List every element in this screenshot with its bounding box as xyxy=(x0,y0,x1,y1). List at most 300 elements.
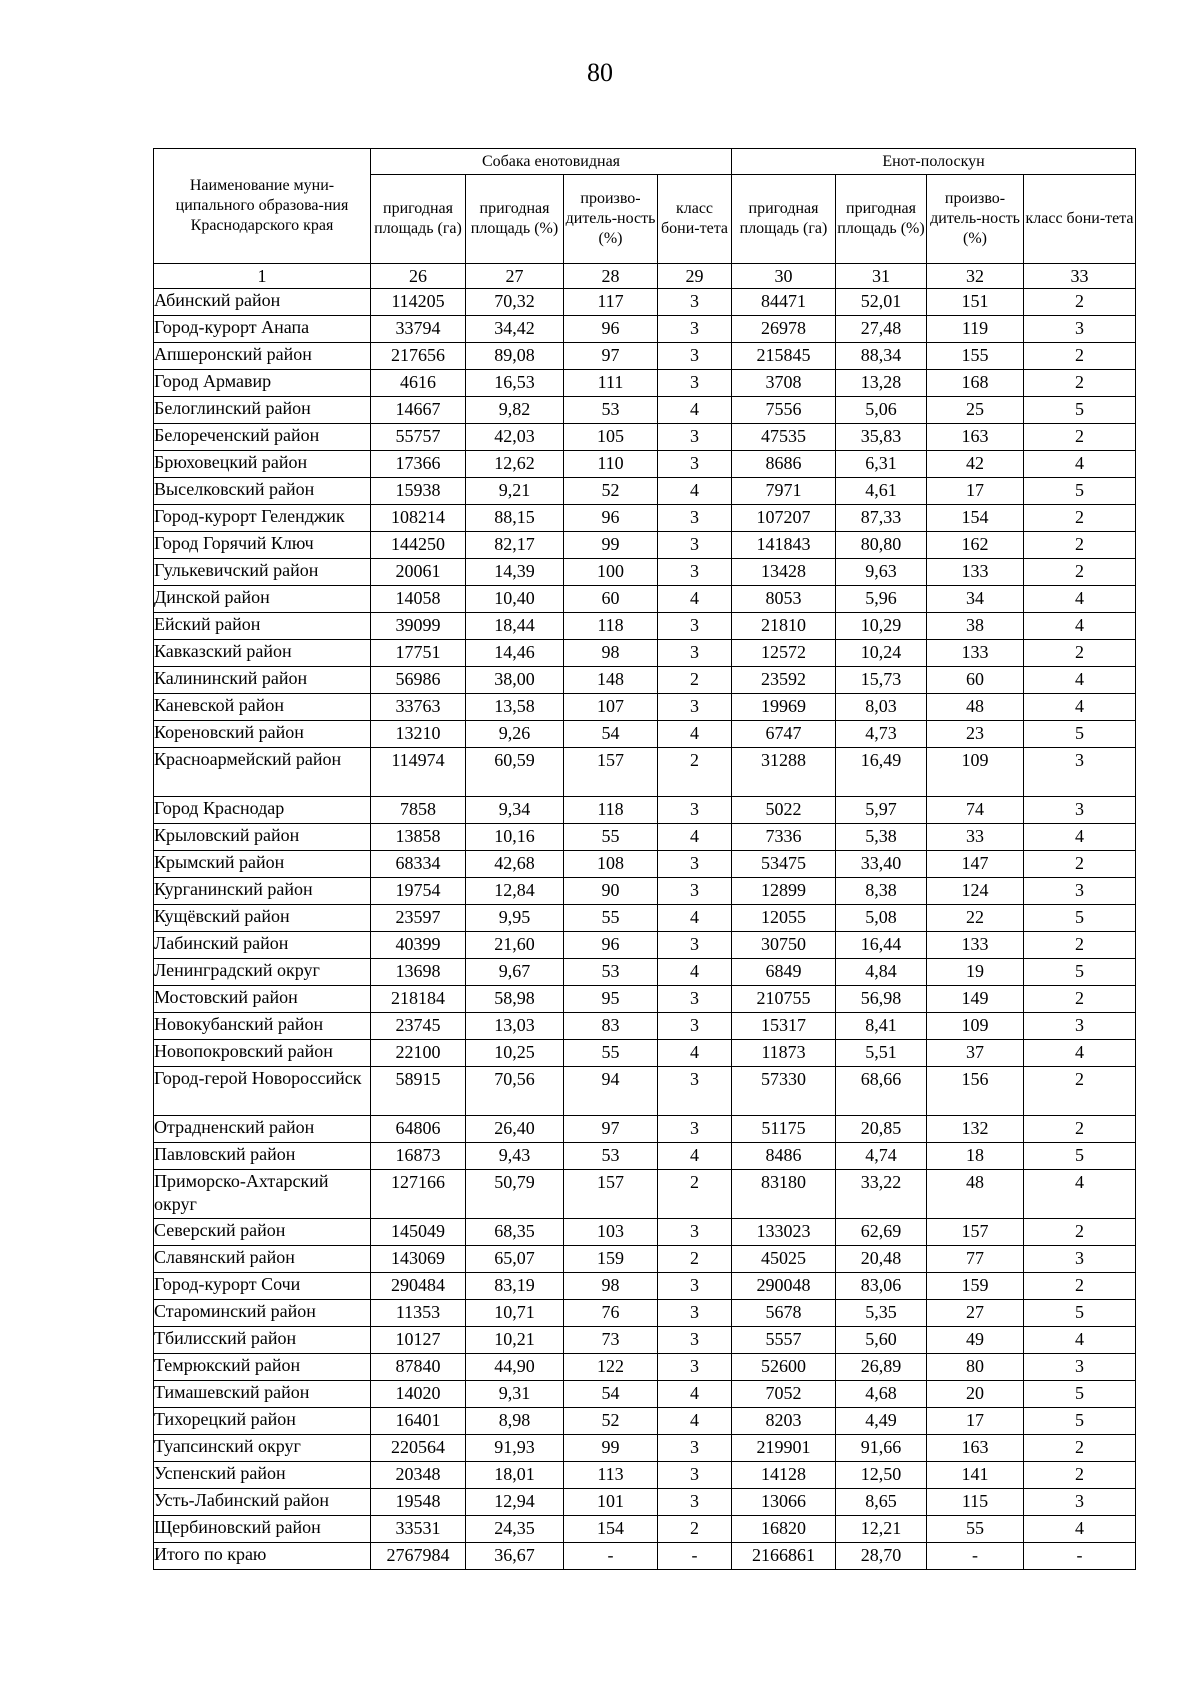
table-cell: 14020 xyxy=(371,1381,466,1408)
table-cell: 83180 xyxy=(732,1170,836,1219)
table-cell: 3 xyxy=(658,1219,732,1246)
table-cell: 2 xyxy=(1024,851,1136,878)
table-row xyxy=(154,1435,1136,1462)
table-cell: 108 xyxy=(564,851,658,878)
table-cell: 100 xyxy=(564,559,658,586)
table-cell: 118 xyxy=(564,797,658,824)
table-cell: 10,40 xyxy=(466,586,564,613)
table-cell: 90 xyxy=(564,878,658,905)
header-sub-column: пригодная площадь (%) xyxy=(836,175,927,264)
table-cell: 60 xyxy=(564,586,658,613)
table-cell: 70,32 xyxy=(466,289,564,316)
table-cell: 20,48 xyxy=(836,1246,927,1273)
table-cell: 99 xyxy=(564,1435,658,1462)
municipality-name: Кавказский район xyxy=(154,640,371,667)
municipality-name: Новопокровский район xyxy=(154,1040,371,1067)
table-cell: 3 xyxy=(658,451,732,478)
table-cell: 34,42 xyxy=(466,316,564,343)
table-cell: 215845 xyxy=(732,343,836,370)
table-cell: 38 xyxy=(927,613,1024,640)
table-cell: 5,96 xyxy=(836,586,927,613)
table-row xyxy=(154,478,1136,505)
table-cell: 3 xyxy=(1024,1013,1136,1040)
table-cell: 18 xyxy=(927,1143,1024,1170)
table-row xyxy=(154,1246,1136,1273)
table-row xyxy=(154,532,1136,559)
table-cell: 2767984 xyxy=(371,1543,466,1570)
table-cell: 18,44 xyxy=(466,613,564,640)
table-row xyxy=(154,824,1136,851)
table-cell: 39099 xyxy=(371,613,466,640)
table-cell: 2 xyxy=(1024,1435,1136,1462)
table-cell: 4 xyxy=(1024,694,1136,721)
table-cell: 5,97 xyxy=(836,797,927,824)
table-cell: 3 xyxy=(1024,1354,1136,1381)
table-cell: 4 xyxy=(658,824,732,851)
table-cell: 2 xyxy=(1024,1462,1136,1489)
table-cell: 5 xyxy=(1024,905,1136,932)
table-cell: 2 xyxy=(1024,505,1136,532)
table-cell: 12,50 xyxy=(836,1462,927,1489)
table-cell: 218184 xyxy=(371,986,466,1013)
data-table xyxy=(153,148,1136,1570)
table-row xyxy=(154,1040,1136,1067)
table-cell: 3 xyxy=(658,1300,732,1327)
table-cell: 168 xyxy=(927,370,1024,397)
table-row xyxy=(154,1543,1136,1570)
table-cell: 6,31 xyxy=(836,451,927,478)
table-cell: 12055 xyxy=(732,905,836,932)
table-cell: 83,19 xyxy=(466,1273,564,1300)
table-cell: 127166 xyxy=(371,1170,466,1219)
table-cell: 18,01 xyxy=(466,1462,564,1489)
table-cell: 16820 xyxy=(732,1516,836,1543)
table-cell: 9,63 xyxy=(836,559,927,586)
municipality-name: Туапсинский округ xyxy=(154,1435,371,1462)
table-cell: 20,85 xyxy=(836,1116,927,1143)
table-cell: 2 xyxy=(1024,986,1136,1013)
table-cell: 30750 xyxy=(732,932,836,959)
table-cell: 21,60 xyxy=(466,932,564,959)
table-cell: 4 xyxy=(658,959,732,986)
table-cell: 10,29 xyxy=(836,613,927,640)
table-cell: 19754 xyxy=(371,878,466,905)
table-cell: 5,08 xyxy=(836,905,927,932)
table-cell: 13428 xyxy=(732,559,836,586)
column-number: 32 xyxy=(927,264,1024,289)
table-cell: 14128 xyxy=(732,1462,836,1489)
table-cell: 3 xyxy=(1024,316,1136,343)
table-cell: 3 xyxy=(658,1489,732,1516)
table-cell: 5 xyxy=(1024,1381,1136,1408)
table-cell: 44,90 xyxy=(466,1354,564,1381)
table-cell: 5678 xyxy=(732,1300,836,1327)
table-cell: 148 xyxy=(564,667,658,694)
table-cell: 163 xyxy=(927,1435,1024,1462)
table-cell: 2 xyxy=(658,1170,732,1219)
table-cell: 157 xyxy=(927,1219,1024,1246)
table-cell: 113 xyxy=(564,1462,658,1489)
table-cell: 3 xyxy=(658,932,732,959)
municipality-name: Усть-Лабинский район xyxy=(154,1489,371,1516)
table-cell: 88,34 xyxy=(836,343,927,370)
table-cell: 33 xyxy=(927,824,1024,851)
table-cell: 162 xyxy=(927,532,1024,559)
table-cell: 3 xyxy=(658,1435,732,1462)
table-cell: 8,38 xyxy=(836,878,927,905)
table-row xyxy=(154,451,1136,478)
table-cell: 4 xyxy=(1024,586,1136,613)
table-cell: 56,98 xyxy=(836,986,927,1013)
table-cell: 25 xyxy=(927,397,1024,424)
table-cell: 217656 xyxy=(371,343,466,370)
table-cell: 54 xyxy=(564,721,658,748)
table-cell: 14058 xyxy=(371,586,466,613)
table-cell: 5 xyxy=(1024,721,1136,748)
municipality-name: Славянский район xyxy=(154,1246,371,1273)
municipality-name: Итого по краю xyxy=(154,1543,371,1570)
table-row xyxy=(154,613,1136,640)
municipality-name: Кущёвский район xyxy=(154,905,371,932)
table-cell: 57330 xyxy=(732,1067,836,1116)
table-cell: 114974 xyxy=(371,748,466,797)
table-cell: 3 xyxy=(658,505,732,532)
table-cell: 12,21 xyxy=(836,1516,927,1543)
table-cell: 12899 xyxy=(732,878,836,905)
municipality-name: Тихорецкий район xyxy=(154,1408,371,1435)
table-cell: 62,69 xyxy=(836,1219,927,1246)
table-cell: 5,60 xyxy=(836,1327,927,1354)
table-row xyxy=(154,1516,1136,1543)
table-cell: 87,33 xyxy=(836,505,927,532)
table-cell: 2 xyxy=(1024,1067,1136,1116)
table-cell: 11353 xyxy=(371,1300,466,1327)
table-cell: 2 xyxy=(1024,1116,1136,1143)
table-cell: 27,48 xyxy=(836,316,927,343)
table-cell: 33763 xyxy=(371,694,466,721)
municipality-name: Тимашевский район xyxy=(154,1381,371,1408)
table-cell: 133 xyxy=(927,640,1024,667)
table-cell: 10127 xyxy=(371,1327,466,1354)
table-cell: 82,17 xyxy=(466,532,564,559)
table-cell: 73 xyxy=(564,1327,658,1354)
table-cell: 109 xyxy=(927,748,1024,797)
page-number: 80 xyxy=(587,58,613,87)
table-cell: 77 xyxy=(927,1246,1024,1273)
table-cell: 124 xyxy=(927,878,1024,905)
table-cell: 3 xyxy=(658,343,732,370)
table-cell: 2 xyxy=(1024,1219,1136,1246)
table-cell: 7556 xyxy=(732,397,836,424)
municipality-name: Павловский район xyxy=(154,1143,371,1170)
table-cell: 3 xyxy=(658,694,732,721)
table-row xyxy=(154,1067,1136,1116)
table-cell: - xyxy=(1024,1543,1136,1570)
table-cell: 97 xyxy=(564,1116,658,1143)
table-cell: 9,34 xyxy=(466,797,564,824)
municipality-name: Каневской район xyxy=(154,694,371,721)
municipality-name: Город Краснодар xyxy=(154,797,371,824)
table-cell: 141843 xyxy=(732,532,836,559)
table-cell: 4616 xyxy=(371,370,466,397)
table-cell: 50,79 xyxy=(466,1170,564,1219)
municipality-name: Белореченский район xyxy=(154,424,371,451)
municipality-name: Лабинский район xyxy=(154,932,371,959)
table-cell: 4,68 xyxy=(836,1381,927,1408)
table-cell: 33,40 xyxy=(836,851,927,878)
table-cell: 2166861 xyxy=(732,1543,836,1570)
table-cell: 42 xyxy=(927,451,1024,478)
table-cell: 19 xyxy=(927,959,1024,986)
table-cell: 5,38 xyxy=(836,824,927,851)
table-cell: 4 xyxy=(1024,613,1136,640)
table-cell: 10,16 xyxy=(466,824,564,851)
table-cell: 2 xyxy=(1024,932,1136,959)
table-cell: 83,06 xyxy=(836,1273,927,1300)
table-cell: 4 xyxy=(658,905,732,932)
table-cell: 74 xyxy=(927,797,1024,824)
table-cell: 53475 xyxy=(732,851,836,878)
table-cell: 9,82 xyxy=(466,397,564,424)
table-cell: 3 xyxy=(658,1067,732,1116)
table-cell: 83 xyxy=(564,1013,658,1040)
table-cell: 16,53 xyxy=(466,370,564,397)
table-cell: 88,15 xyxy=(466,505,564,532)
table-cell: 144250 xyxy=(371,532,466,559)
table-cell: 108214 xyxy=(371,505,466,532)
table-cell: 23592 xyxy=(732,667,836,694)
table-cell: 51175 xyxy=(732,1116,836,1143)
table-cell: 9,95 xyxy=(466,905,564,932)
table-row xyxy=(154,1408,1136,1435)
table-cell: 5 xyxy=(1024,397,1136,424)
municipality-name: Тбилисский район xyxy=(154,1327,371,1354)
column-number: 31 xyxy=(836,264,927,289)
header-sub-column: пригодная площадь (%) xyxy=(466,175,564,264)
table-cell: 13858 xyxy=(371,824,466,851)
table-cell: 2 xyxy=(1024,1273,1136,1300)
header-sub-column: пригодная площадь (га) xyxy=(371,175,466,264)
table-row xyxy=(154,640,1136,667)
table-cell: 4 xyxy=(658,1143,732,1170)
table-cell: 8,03 xyxy=(836,694,927,721)
municipality-name: Курганинский район xyxy=(154,878,371,905)
column-number: 26 xyxy=(371,264,466,289)
table-cell: 15317 xyxy=(732,1013,836,1040)
table-cell: 13,28 xyxy=(836,370,927,397)
table-cell: 64806 xyxy=(371,1116,466,1143)
table-cell: 65,07 xyxy=(466,1246,564,1273)
municipality-name: Выселковский район xyxy=(154,478,371,505)
table-cell: 60,59 xyxy=(466,748,564,797)
table-cell: 220564 xyxy=(371,1435,466,1462)
municipality-name: Ейский район xyxy=(154,613,371,640)
table-cell: 3 xyxy=(658,851,732,878)
table-cell: 98 xyxy=(564,640,658,667)
table-cell: 96 xyxy=(564,316,658,343)
table-cell: 109 xyxy=(927,1013,1024,1040)
table-cell: 23745 xyxy=(371,1013,466,1040)
table-cell: 5 xyxy=(1024,959,1136,986)
table-cell: 84471 xyxy=(732,289,836,316)
table-cell: 16,49 xyxy=(836,748,927,797)
table-cell: 7052 xyxy=(732,1381,836,1408)
table-row xyxy=(154,289,1136,316)
table-cell: 99 xyxy=(564,532,658,559)
table-row xyxy=(154,1170,1136,1219)
municipality-name: Староминский район xyxy=(154,1300,371,1327)
table-cell: 9,26 xyxy=(466,721,564,748)
table-row xyxy=(154,586,1136,613)
header-sub-column: произво-дитель-ность (%) xyxy=(927,175,1024,264)
table-row xyxy=(154,986,1136,1013)
table-cell: 11873 xyxy=(732,1040,836,1067)
table-cell: 6747 xyxy=(732,721,836,748)
table-cell: 17366 xyxy=(371,451,466,478)
table-cell: 3 xyxy=(658,559,732,586)
table-cell: 151 xyxy=(927,289,1024,316)
table-cell: 3 xyxy=(658,1273,732,1300)
table-cell: 119 xyxy=(927,316,1024,343)
table-cell: 53 xyxy=(564,959,658,986)
header-sub-column: класс бони-тета xyxy=(658,175,732,264)
table-cell: 147 xyxy=(927,851,1024,878)
table-cell: 76 xyxy=(564,1300,658,1327)
table-cell: 3 xyxy=(1024,748,1136,797)
municipality-name: Город-герой Новороссийск xyxy=(154,1067,371,1116)
table-row xyxy=(154,1462,1136,1489)
table-cell: 80,80 xyxy=(836,532,927,559)
table-cell: 89,08 xyxy=(466,343,564,370)
table-cell: 2 xyxy=(1024,370,1136,397)
municipality-name: Белоглинский район xyxy=(154,397,371,424)
table-cell: 157 xyxy=(564,1170,658,1219)
table-cell: 4 xyxy=(658,397,732,424)
table-cell: 3 xyxy=(658,1327,732,1354)
table-cell: 48 xyxy=(927,694,1024,721)
column-number: 29 xyxy=(658,264,732,289)
table-cell: 2 xyxy=(1024,559,1136,586)
municipality-name: Мостовский район xyxy=(154,986,371,1013)
municipality-name: Приморско-Ахтарский округ xyxy=(154,1170,371,1219)
table-row xyxy=(154,1116,1136,1143)
table-cell: 14,39 xyxy=(466,559,564,586)
header-group-raccoon-dog: Собака енотовидная xyxy=(371,149,732,175)
table-cell: 6849 xyxy=(732,959,836,986)
column-number: 28 xyxy=(564,264,658,289)
table-cell: 5 xyxy=(1024,1300,1136,1327)
header-sub-column: произво-дитель-ность (%) xyxy=(564,175,658,264)
table-cell: 13698 xyxy=(371,959,466,986)
municipality-name: Апшеронский район xyxy=(154,343,371,370)
table-cell: 219901 xyxy=(732,1435,836,1462)
table-row xyxy=(154,959,1136,986)
table-cell: 111 xyxy=(564,370,658,397)
table-cell: 20348 xyxy=(371,1462,466,1489)
table-cell: 141 xyxy=(927,1462,1024,1489)
table-row xyxy=(154,1354,1136,1381)
table-cell: 22100 xyxy=(371,1040,466,1067)
table-cell: 3 xyxy=(658,878,732,905)
table-cell: 96 xyxy=(564,932,658,959)
table-cell: 58915 xyxy=(371,1067,466,1116)
table-cell: 290048 xyxy=(732,1273,836,1300)
municipality-name: Успенский район xyxy=(154,1462,371,1489)
table-cell: 2 xyxy=(1024,532,1136,559)
table-cell: 7336 xyxy=(732,824,836,851)
table-cell: 87840 xyxy=(371,1354,466,1381)
table-cell: 91,93 xyxy=(466,1435,564,1462)
municipality-name: Город-курорт Сочи xyxy=(154,1273,371,1300)
table-row xyxy=(154,1013,1136,1040)
table-cell: 3708 xyxy=(732,370,836,397)
table-cell: 52 xyxy=(564,1408,658,1435)
table-cell: 156 xyxy=(927,1067,1024,1116)
table-cell: 8,41 xyxy=(836,1013,927,1040)
table-cell: 34 xyxy=(927,586,1024,613)
table-cell: 68,66 xyxy=(836,1067,927,1116)
table-cell: 48 xyxy=(927,1170,1024,1219)
table-cell: 54 xyxy=(564,1381,658,1408)
table-cell: 3 xyxy=(658,613,732,640)
table-cell: 3 xyxy=(658,289,732,316)
table-cell: 9,43 xyxy=(466,1143,564,1170)
table-cell: 4 xyxy=(1024,1170,1136,1219)
table-cell: 117 xyxy=(564,289,658,316)
table-cell: 10,21 xyxy=(466,1327,564,1354)
table-cell: 159 xyxy=(564,1246,658,1273)
table-row xyxy=(154,1219,1136,1246)
table-cell: 21810 xyxy=(732,613,836,640)
table-cell: 94 xyxy=(564,1067,658,1116)
table-cell: 13,58 xyxy=(466,694,564,721)
table-row xyxy=(154,797,1136,824)
table-cell: 4 xyxy=(658,1040,732,1067)
table-row xyxy=(154,1489,1136,1516)
table-row xyxy=(154,397,1136,424)
table-cell: 110 xyxy=(564,451,658,478)
table-cell: 23 xyxy=(927,721,1024,748)
table-cell: 4 xyxy=(658,1408,732,1435)
table-cell: 31288 xyxy=(732,748,836,797)
municipality-name: Город-курорт Геленджик xyxy=(154,505,371,532)
table-cell: 118 xyxy=(564,613,658,640)
column-number: 1 xyxy=(154,264,371,289)
table-cell: 68334 xyxy=(371,851,466,878)
table-body xyxy=(154,289,1136,1570)
table-cell: 47535 xyxy=(732,424,836,451)
table-cell: 95 xyxy=(564,986,658,1013)
table-cell: 91,66 xyxy=(836,1435,927,1462)
table-cell: 4 xyxy=(658,721,732,748)
table-cell: 55 xyxy=(564,824,658,851)
table-cell: 7971 xyxy=(732,478,836,505)
table-cell: 3 xyxy=(658,532,732,559)
table-cell: 35,83 xyxy=(836,424,927,451)
table-cell: 45025 xyxy=(732,1246,836,1273)
municipality-name: Красноармейский район xyxy=(154,748,371,797)
table-cell: 2 xyxy=(1024,343,1136,370)
table-cell: 33,22 xyxy=(836,1170,927,1219)
table-cell: 159 xyxy=(927,1273,1024,1300)
table-cell: 13066 xyxy=(732,1489,836,1516)
table-cell: 60 xyxy=(927,667,1024,694)
table-cell: 4 xyxy=(1024,451,1136,478)
table-cell: 143069 xyxy=(371,1246,466,1273)
header-name-column: Наименование муни-ципального образова-ния Краснодарского края xyxy=(154,149,371,264)
table-cell: 132 xyxy=(927,1116,1024,1143)
table-row xyxy=(154,1143,1136,1170)
